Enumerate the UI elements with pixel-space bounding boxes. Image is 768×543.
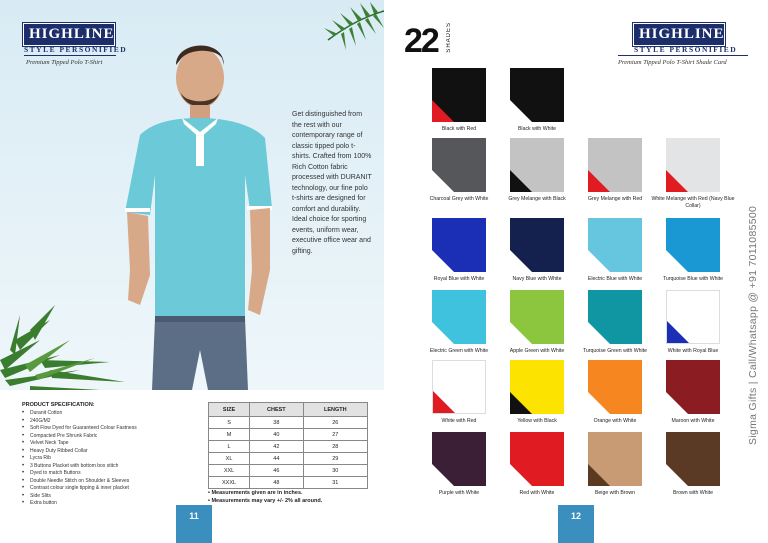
page-number-right: 12: [558, 505, 594, 543]
table-cell: 27: [303, 429, 367, 441]
table-cell: M: [209, 429, 250, 441]
shade-swatch: [588, 360, 642, 414]
right-page: [384, 0, 768, 543]
shade-swatch: [588, 432, 642, 486]
contact-text: Sigma Gifts | Call/Whatsapp @ +91 7011085500: [747, 205, 759, 445]
tagline-rule: [618, 55, 748, 56]
table-cell: 44: [250, 453, 304, 465]
spec-item: • Side Slits: [22, 493, 202, 501]
table-cell: 38: [250, 417, 304, 429]
table-cell: XXL: [209, 465, 250, 477]
tipping-color-corner: [588, 250, 610, 272]
product-description: Get distinguished from the rest with our contemporary range of classic tipped polo t-shirts. Crafted from 100% Rich Cotton fabric processed with DURANIT technology, our fine polo t-shirts are designed for comfort and durability. Ideal choice for sporting events, uniform wear, executive office wear and gifting.: [292, 111, 372, 255]
table-row: [209, 465, 368, 477]
table-row: [209, 441, 368, 453]
table-cell: 28: [303, 441, 367, 453]
tipping-color-corner: [510, 392, 532, 414]
note-line: • Measurements given are in inches.: [208, 490, 303, 496]
spec-item: • Extra button: [22, 500, 202, 508]
tipping-color-corner: [666, 250, 688, 272]
table-cell: L: [209, 441, 250, 453]
tipping-color-corner: [588, 392, 610, 414]
shade-swatch: [666, 218, 720, 272]
shade-swatch: [588, 218, 642, 272]
column-header: LENGTH: [303, 403, 367, 417]
shade-swatch: [510, 360, 564, 414]
tipping-color-corner: [510, 464, 532, 486]
product-specification: [22, 402, 202, 508]
shade-swatch: [666, 290, 720, 344]
table-row: [209, 417, 368, 429]
table-header-row: [209, 403, 368, 417]
shades-count: 22: [404, 22, 438, 60]
shade-label: Navy Blue with White: [512, 276, 562, 282]
shade-label: Orange with White: [593, 418, 637, 424]
product-subtitle: Premium Tipped Polo T-Shirt: [26, 59, 103, 66]
shade-swatch: [510, 218, 564, 272]
page-number-left: 11: [176, 505, 212, 543]
shade-swatch: [432, 432, 486, 486]
tipping-color-corner: [588, 464, 610, 486]
tipping-color-corner: [432, 170, 454, 192]
spec-title: PRODUCT SPECIFICATION:: [22, 402, 95, 408]
shade-swatch: [510, 290, 564, 344]
tipping-color-corner: [667, 321, 689, 343]
table-row: [209, 453, 368, 465]
table-cell: XL: [209, 453, 250, 465]
shade-label: Purple with White: [438, 490, 480, 496]
shade-label: Turquoise Green with White: [582, 348, 648, 354]
shade-label: Electric Blue with White: [587, 276, 643, 282]
shade-label: Brown with White: [672, 490, 714, 496]
shade-swatch: [432, 218, 486, 272]
tipping-color-corner: [510, 250, 532, 272]
spec-item: • Dyed to match Buttons: [22, 470, 202, 478]
shade-label: Charcoal Grey with White: [429, 196, 489, 202]
table-cell: 42: [250, 441, 304, 453]
shade-label: Red with White: [519, 490, 555, 496]
tipping-color-corner: [666, 392, 688, 414]
shades-word: SHADES: [446, 22, 452, 53]
brand-logo: HIGHLINE: [24, 24, 114, 45]
brand-logo: HIGHLINE: [634, 24, 724, 45]
shade-swatch: [432, 68, 486, 122]
shade-swatch: [666, 432, 720, 486]
tipping-color-corner: [510, 322, 532, 344]
shade-swatch: [666, 360, 720, 414]
shade-label: Apple Green with White: [509, 348, 565, 354]
shade-label: Grey Melange with Red: [587, 196, 643, 202]
size-chart-table: [208, 402, 368, 489]
shade-swatch: [588, 138, 642, 192]
tipping-color-corner: [666, 170, 688, 192]
shade-label: White Melange with Red (Navy Blue Collar): [651, 196, 735, 209]
shade-swatch: [432, 290, 486, 344]
shade-label: Black with Red: [441, 126, 477, 132]
table-cell: 31: [303, 477, 367, 489]
table-cell: 30: [303, 465, 367, 477]
spec-item: • Velvet Neck Tape: [22, 440, 202, 448]
table-cell: XXXL: [209, 477, 250, 489]
spec-item: • 3 Buttons Placket with bottom box stitch: [22, 463, 202, 471]
tagline-rule: [24, 55, 116, 56]
shade-swatch: [510, 68, 564, 122]
shade-label: Grey Melange with Black: [508, 196, 566, 202]
tipping-color-corner: [510, 170, 532, 192]
tipping-color-corner: [432, 322, 454, 344]
shade-label: White with Royal Blue: [667, 348, 719, 354]
column-header: CHEST: [250, 403, 304, 417]
shade-swatch: [432, 360, 486, 414]
shade-label: Black with White: [517, 126, 557, 132]
table-cell: 48: [250, 477, 304, 489]
tipping-color-corner: [588, 322, 610, 344]
shade-swatch: [588, 290, 642, 344]
table-cell: 46: [250, 465, 304, 477]
spec-item: • Double Needle Stitch on Shoulder & Sleeves: [22, 478, 202, 486]
tipping-color-corner: [510, 100, 532, 122]
spec-list: [22, 410, 202, 508]
shade-label: Yellow with Black: [517, 418, 557, 424]
shade-label: Turquoise Blue with White: [662, 276, 724, 282]
tipping-color-corner: [432, 250, 454, 272]
shade-swatch: [510, 432, 564, 486]
shade-card-subtitle: Premium Tipped Polo T-Shirt Shade Card: [618, 59, 727, 66]
spec-item: • Contrast colour single tipping & inner placket: [22, 485, 202, 493]
shade-label: White with Red: [441, 418, 477, 424]
shade-label: Royal Blue with White: [433, 276, 485, 282]
brand-tagline: STYLE PERSONIFIED: [634, 45, 738, 54]
spec-item: • Heavy Duty Ribbed Collar: [22, 448, 202, 456]
measurement-notes: [208, 490, 378, 505]
model-wearing-polo-image: [100, 20, 280, 390]
tipping-color-corner: [432, 464, 454, 486]
table-cell: S: [209, 417, 250, 429]
tipping-color-corner: [432, 100, 454, 122]
palm-leaf-top-image: [318, 0, 384, 70]
shade-label: Maroon with White: [671, 418, 715, 424]
spec-item: • Soft Flow Dyed for Guaranteed Colour Fastness: [22, 425, 202, 433]
shade-swatch: [666, 138, 720, 192]
table-row: [209, 477, 368, 489]
table-cell: 29: [303, 453, 367, 465]
table-cell: 40: [250, 429, 304, 441]
tipping-color-corner: [666, 464, 688, 486]
contact-info: [745, 145, 759, 445]
spec-item: • Compacted Pre Shrunk Fabric: [22, 433, 202, 441]
shade-label: Beige with Brown: [594, 490, 636, 496]
shade-swatch: [510, 138, 564, 192]
spec-item: • Lycra Rib: [22, 455, 202, 463]
tipping-color-corner: [433, 391, 455, 413]
shade-swatch: [432, 138, 486, 192]
table-row: [209, 429, 368, 441]
spec-item: • Duranit Cotton: [22, 410, 202, 418]
spec-item: • 240G/M2: [22, 418, 202, 426]
note-line: • Measurements may vary +/- 2% all around.: [208, 497, 323, 504]
shade-label: Electric Green with White: [429, 348, 489, 354]
tipping-color-corner: [588, 170, 610, 192]
column-header: SIZE: [209, 403, 250, 417]
brand-tagline: STYLE PERSONIFIED: [24, 45, 128, 54]
table-cell: 26: [303, 417, 367, 429]
